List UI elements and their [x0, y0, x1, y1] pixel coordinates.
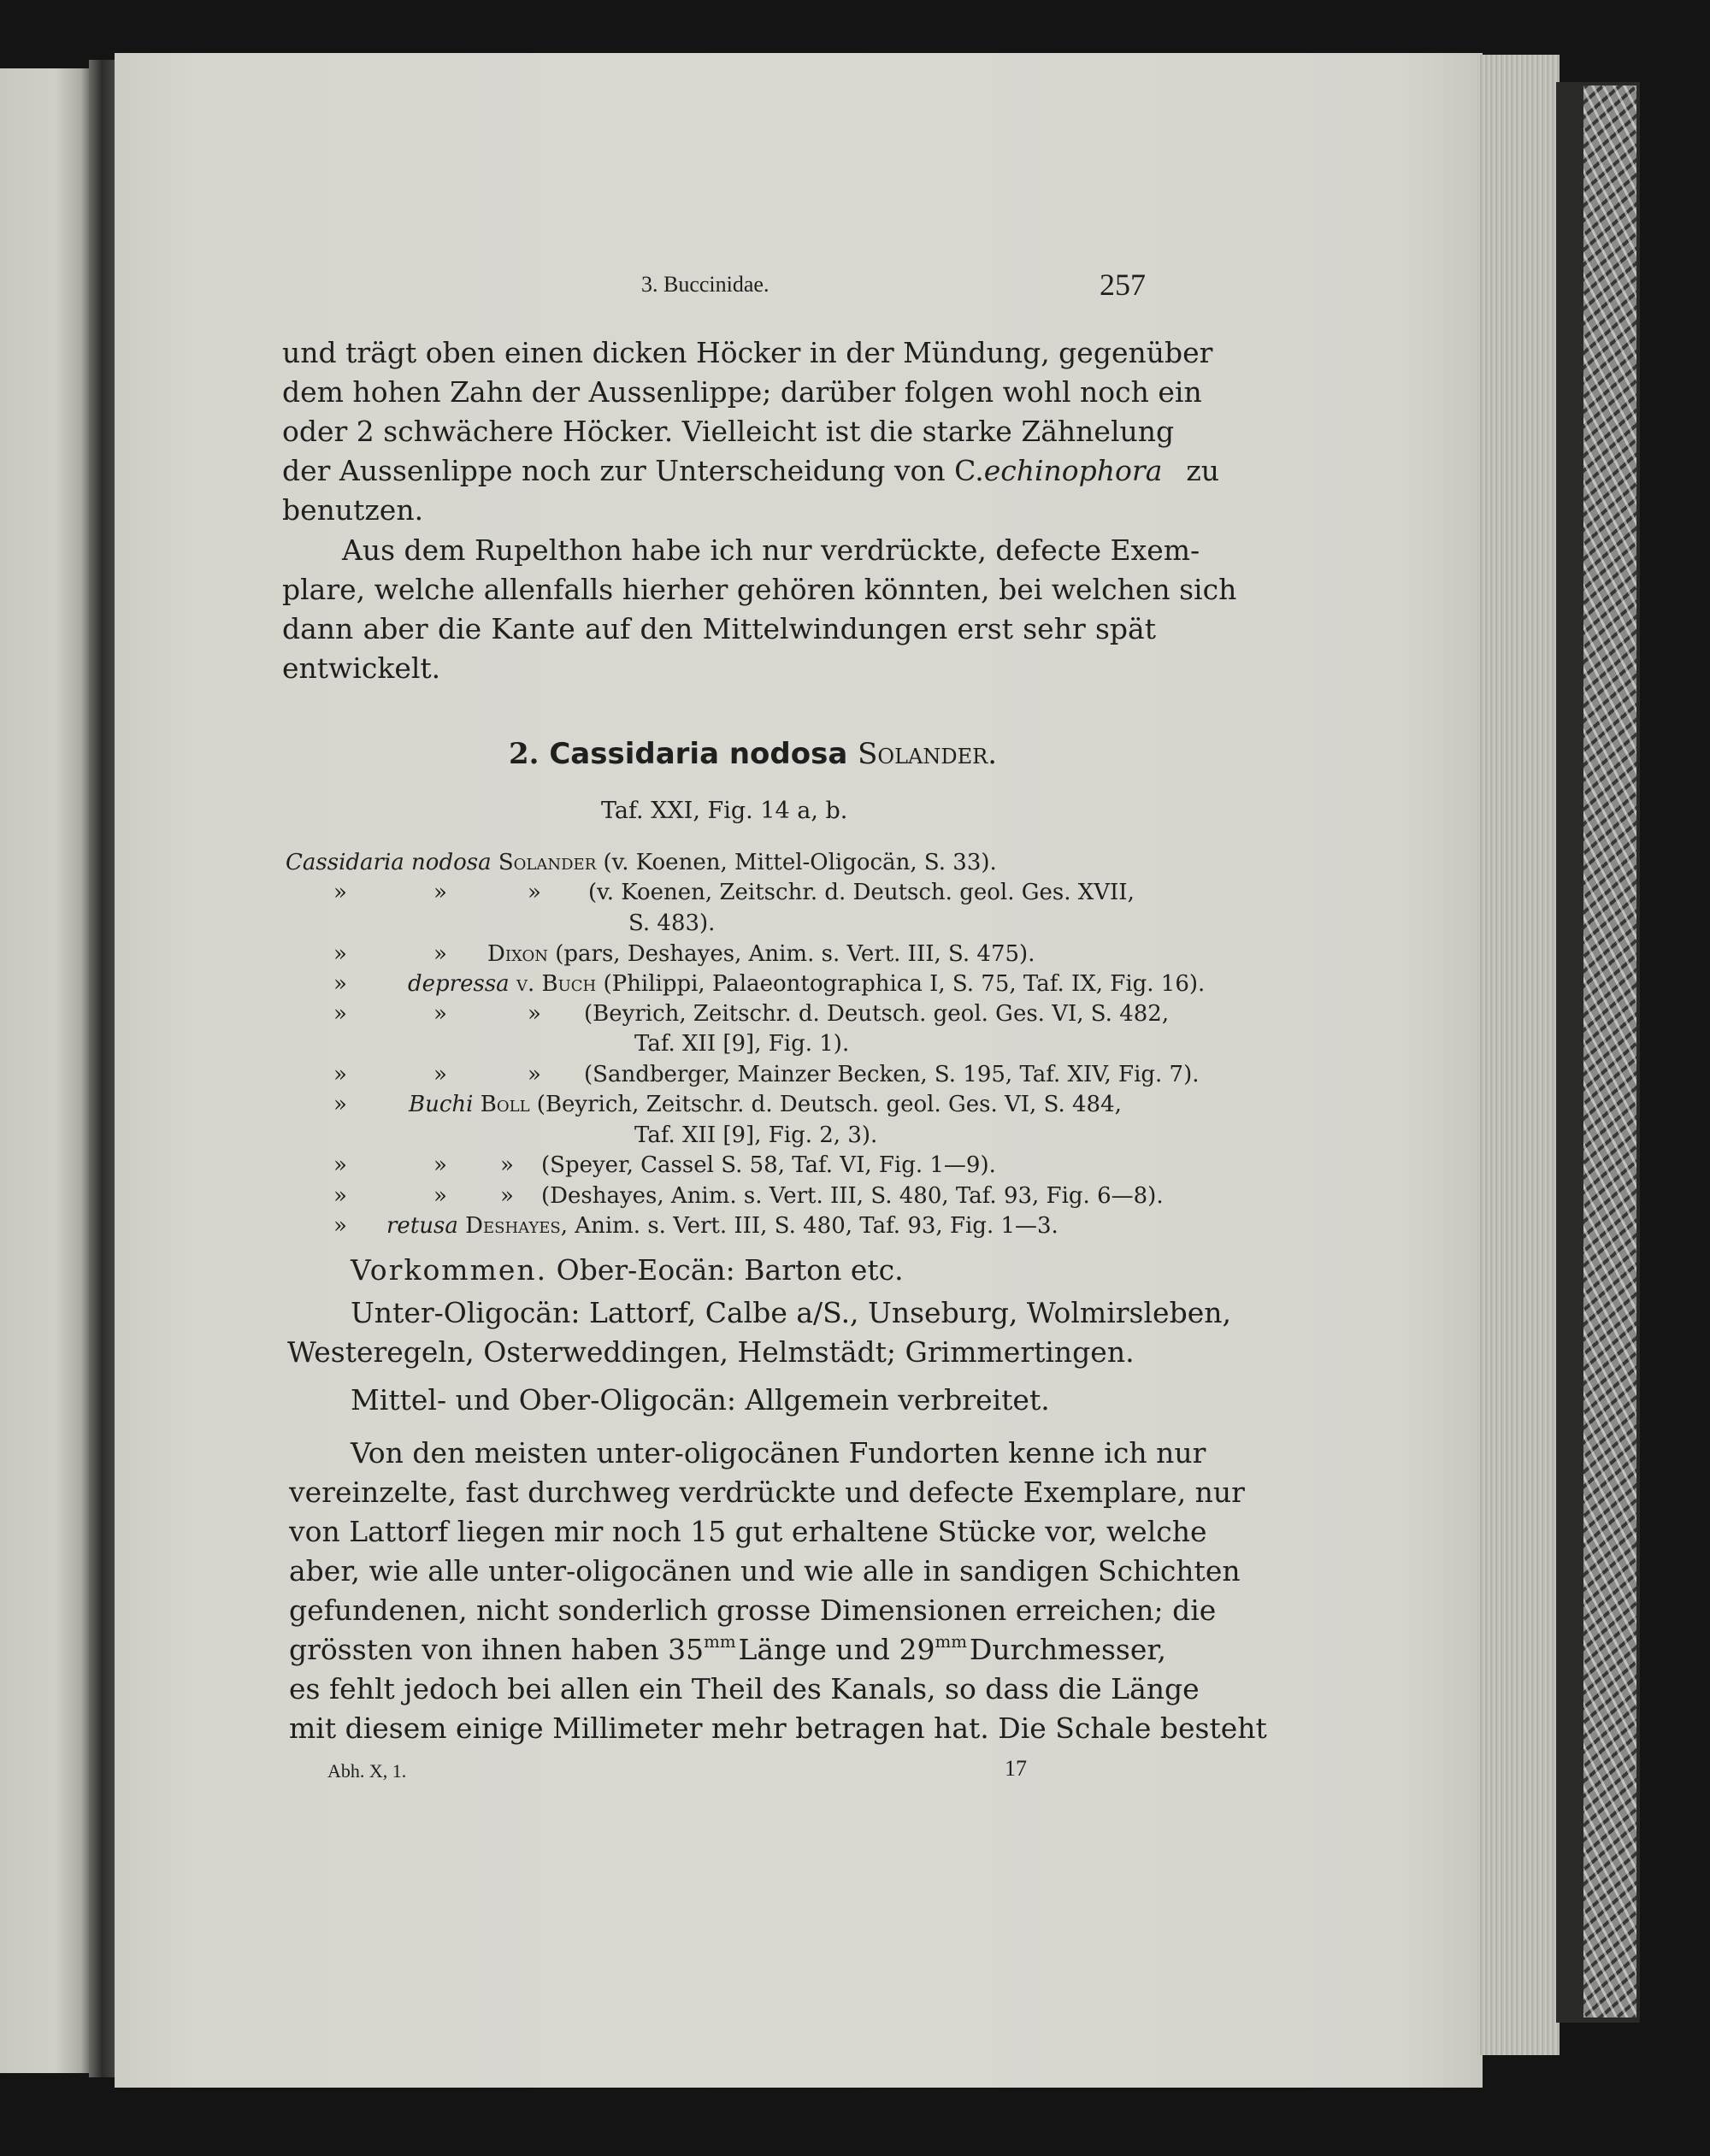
synonym-reference: (v. Koenen, Zeitschr. d. Deutsch. geol. Ges. XVII,	[588, 880, 1135, 905]
synonym-reference: (Beyrich, Zeitschr. d. Deutsch. geol. Ges. VI, S. 482,	[584, 1001, 1170, 1027]
synonym-reference-cont: S. 483).	[628, 910, 716, 936]
text-fragment: Länge und $29^{mm}$	[738, 1632, 968, 1666]
text-line: mit diesem einige Millimeter mehr betragen hat. Die Schale besteht	[289, 1711, 1267, 1745]
text-line	[289, 1630, 1166, 1670]
text-line: es fehlt jedoch bei allen ein Theil des Kanals, so dass die Länge	[289, 1672, 1200, 1705]
occurrence-line	[351, 1251, 904, 1290]
text-line: und trägt oben einen dicken Höcker in der Mündung, gegenüber	[282, 336, 1213, 369]
ditto-mark: »	[500, 1152, 514, 1178]
occurrence-line: Unter-Oligocän: Lattorf, Calbe a/S., Unseburg, Wolmirsleben,	[351, 1296, 1231, 1329]
synonym-reference: (Deshayes, Anim. s. Vert. III, S. 480, Taf. 93, Fig. 6—8).	[541, 1183, 1164, 1209]
occurrence-label: Vorkommen.	[351, 1253, 548, 1287]
page-edges	[1477, 55, 1560, 2055]
text-line: benutzen.	[282, 493, 424, 527]
running-head: 3. Buccinidae.	[641, 272, 770, 297]
text-line	[282, 451, 1220, 491]
text-line: dann aber die Kante auf den Mittelwindungen erst sehr spät	[282, 612, 1156, 645]
ditto-mark: »	[333, 1152, 347, 1178]
ditto-mark: »	[333, 1183, 347, 1209]
synonym-reference: (Beyrich, Zeitschr. d. Deutsch. geol. Ges. VI, S. 484,	[536, 1092, 1122, 1117]
ditto-mark: »	[528, 880, 541, 905]
ditto-mark: »	[500, 1183, 514, 1209]
text-line: oder 2 schwächere Höcker. Vielleicht ist die starke Zähnelung	[282, 415, 1175, 448]
synonym-name: Cassidaria nodosa	[286, 850, 492, 875]
title-author: Solander.	[858, 737, 998, 771]
ditto-mark: »	[333, 880, 347, 905]
signature-mark: Abh. X, 1.	[327, 1760, 407, 1782]
text-line: dem hohen Zahn der Aussenlippe; darüber folgen wohl noch ein	[282, 375, 1202, 409]
marbled-cover	[1583, 85, 1636, 2018]
synonym-species: retusa	[386, 1213, 458, 1239]
plate-reference: Taf. XXI, Fig. 14 a, b.	[601, 798, 848, 824]
ditto-mark: »	[433, 1183, 447, 1209]
ditto-mark: »	[528, 1001, 541, 1027]
synonym-author: v. Buch	[516, 971, 597, 997]
ditto-mark: »	[433, 880, 447, 905]
section-title	[509, 737, 997, 771]
synonym-reference-cont: Taf. XII [9], Fig. 1).	[634, 1031, 850, 1057]
title-number: 2.	[509, 737, 540, 771]
synonym-reference: (Philippi, Palaeontographica I, S. 75, Taf. IX, Fig. 16).	[603, 971, 1206, 997]
synonymy-line	[409, 1089, 1122, 1120]
occurrence-line: Mittel- und Ober-Oligocän: Allgemein verbreitet.	[351, 1383, 1050, 1417]
synonym-author: Boll	[480, 1092, 530, 1117]
text-line: plare, welche allenfalls hierher gehören könnten, bei welchen sich	[282, 573, 1237, 606]
text-line: aber, wie alle unter-oligocänen und wie alle in sandigen Schichten	[289, 1554, 1241, 1588]
synonym-author: Deshayes	[465, 1213, 561, 1239]
text-line: von Lattorf liegen mir noch 15 gut erhaltene Stücke vor, welche	[289, 1515, 1207, 1548]
ditto-mark: »	[433, 1152, 447, 1178]
page-number: 257	[1100, 268, 1146, 302]
synonym-reference-cont: Taf. XII [9], Fig. 2, 3).	[634, 1122, 878, 1148]
left-page-fragment	[0, 68, 92, 2073]
ditto-mark: »	[433, 941, 447, 967]
text-line: vereinzelte, fast durchweg verdrückte und defecte Exemplare, nur	[289, 1476, 1245, 1509]
ditto-mark: »	[333, 941, 347, 967]
title-species: Cassidaria nodosa	[549, 737, 848, 771]
synonym-reference: (Speyer, Cassel S. 58, Taf. VI, Fig. 1—9).	[541, 1152, 996, 1178]
synonym-author: Dixon	[487, 941, 548, 967]
synonym-author: Solander	[498, 850, 597, 875]
unit-superscript: mm	[704, 1632, 736, 1652]
synonym-reference: (v. Koenen, Mittel-Oligocän, S. 33).	[603, 850, 997, 875]
book-gutter	[89, 60, 118, 2077]
occurrence-line: Westeregeln, Osterweddingen, Helmstädt; Grimmertingen.	[287, 1335, 1135, 1369]
ditto-mark: »	[433, 1001, 447, 1027]
text-line: Aus dem Rupelthon habe ich nur verdrückte, defecte Exem-	[342, 533, 1200, 567]
synonymy-line	[487, 939, 1035, 969]
occurrence-text: Ober-Eocän: Barton etc.	[556, 1253, 904, 1287]
unit-superscript: mm	[935, 1632, 968, 1652]
synonym-reference: Anim. s. Vert. III, S. 480, Taf. 93, Fig. 1—3.	[575, 1213, 1058, 1239]
text-fragment: zu	[1186, 454, 1220, 487]
ditto-mark: »	[433, 1062, 447, 1087]
synonym-species: depressa	[408, 971, 510, 997]
synonymy-line: retusa Deshayes, Anim. s. Vert. III, S. 480, Taf. 93, Fig. 1—3.	[386, 1213, 1058, 1239]
sheet-number: 17	[1005, 1756, 1027, 1781]
text-fragment: Durchmesser,	[969, 1633, 1166, 1666]
text-line: gefundenen, nicht sonderlich grosse Dimensionen erreichen; die	[289, 1593, 1217, 1627]
synonymy-line	[408, 969, 1205, 999]
ditto-mark: »	[333, 971, 347, 997]
ditto-mark: »	[333, 1062, 347, 1087]
text-fragment: grössten von ihnen haben $35^{mm}$	[289, 1632, 736, 1666]
text-line: Von den meisten unter-oligocänen Fundorten kenne ich nur	[351, 1436, 1206, 1470]
ditto-mark: »	[333, 1213, 347, 1239]
synonym-reference: (Sandberger, Mainzer Becken, S. 195, Taf. XIV, Fig. 7).	[584, 1062, 1200, 1087]
synonymy-line	[286, 847, 997, 878]
species-name: echinophora	[983, 454, 1163, 487]
synonym-species: Buchi	[409, 1092, 474, 1117]
text-line: entwickelt.	[282, 651, 441, 685]
text-fragment: der Aussenlippe noch zur Unterscheidung von C.	[282, 454, 984, 487]
ditto-mark: »	[333, 1092, 347, 1117]
synonym-reference: (pars, Deshayes, Anim. s. Vert. III, S. 475).	[555, 941, 1035, 967]
ditto-mark: »	[333, 1001, 347, 1027]
ditto-mark: »	[528, 1062, 541, 1087]
